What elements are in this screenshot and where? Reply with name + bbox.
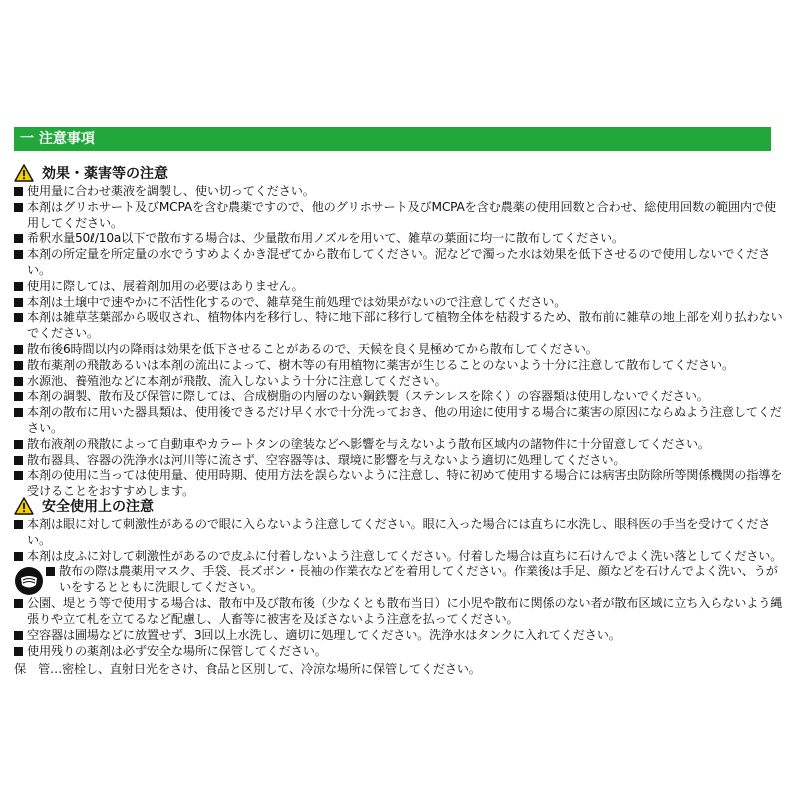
- list-item: [14, 295, 784, 311]
- effect-section-heading: [14, 162, 784, 184]
- list-item: [14, 549, 784, 565]
- section-header-bar: [14, 127, 771, 151]
- storage-note: [14, 660, 481, 677]
- effect-section: [14, 162, 784, 500]
- list-item: [14, 231, 784, 247]
- list-item-text: 本剤は雑草茎葉部から吸収され、植物体内を移行し、特に地下部に移行して植物全体を枯殺するため、散布前に雑草の地上部を刈り払わないでください。: [27, 310, 783, 341]
- list-item-text: 本剤は眼に対して刺激性があるので眼に入らないよう注意してください。眼に入った場合には直ちに水洗し、眼科医の手当を受けてください。: [27, 517, 771, 547]
- list-item-text: 散布薬剤の飛散あるいは本剤の流出によって、樹木等の有用植物に薬害が生じることのないよう十分に注意して散布してください。: [27, 357, 735, 372]
- list-item: [14, 596, 784, 628]
- list-item: [46, 564, 784, 596]
- list-item: [14, 405, 784, 437]
- list-item-text: 使用に際しては、展着剤加用の必要はありません。: [27, 278, 304, 293]
- header-title: 一 注意事項: [20, 131, 95, 147]
- bullet-square-icon: [14, 520, 23, 529]
- list-item-text: 散布器具、容器の洗浄水は河川等に流さず、空容器等は、環境に影響を与えないよう適切に処理してください。: [27, 452, 626, 467]
- bullet-square-icon: [14, 361, 23, 370]
- bullet-square-icon: [14, 392, 23, 401]
- bullet-square-icon: [14, 599, 23, 608]
- bullet-square-icon: [14, 440, 23, 449]
- list-item-text: 水源池、養殖池などに本剤が飛散、流入しないよう十分に注意してください。: [27, 373, 447, 388]
- effect-list: [14, 184, 784, 500]
- bullet-square-icon: [14, 631, 23, 640]
- list-item: [14, 247, 784, 279]
- list-item: [14, 374, 784, 390]
- list-item: [14, 628, 784, 644]
- list-item: [14, 453, 784, 469]
- safety-section-title: 安全使用上の注意: [42, 499, 154, 515]
- safety-section: [14, 495, 784, 660]
- list-item: [14, 437, 784, 453]
- bullet-square-icon: [14, 345, 23, 354]
- list-item-text: 本剤は皮ふに対して刺激性があるので皮ふに付着しないよう注意してください。付着した場合は直ちに石けんでよく洗い落としてください。: [27, 548, 783, 563]
- bullet-square-icon: [14, 250, 23, 259]
- mask-item-row: [14, 564, 784, 596]
- bullet-square-icon: [14, 234, 23, 243]
- bullet-square-icon: [14, 187, 23, 196]
- list-item-text: 散布液剤の飛散によって自動車やカラートタンの塗装などへ影響を与えないよう散布区域内の諸物件に十分留意してください。: [27, 436, 710, 451]
- list-item-text: 本剤はグリホサート及びMCPAを含む農薬ですので、他のグリホサート及びMCPAを含む農薬の使用回数と合わせ、総使用回数の範囲内で使用してください。: [27, 199, 776, 230]
- bullet-square-icon: [14, 471, 23, 480]
- warning-icon: [14, 497, 34, 515]
- storage-text: 保 管…密栓し、直射日光をさけ、食品と区別して、冷涼な場所に保管してください。: [14, 662, 481, 676]
- bullet-square-icon: [14, 203, 23, 212]
- list-item: [14, 644, 784, 660]
- list-item-text: 公園、堤とう等で使用する場合は、散布中及び散布後（少なくとも散布当日）に小児や散布に関係のない者が散布区域に立ち入らないよう縄張りや立て札を立てるなど配慮し、人畜等に被害を及ぼさないよう注意を払ってください。: [27, 596, 783, 627]
- list-item: [14, 342, 784, 358]
- bullet-square-icon: [14, 313, 23, 322]
- list-item: [14, 279, 784, 295]
- list-item-text: 希釈水量50ℓ/10a以下で散布する場合は、少量散布用ノズルを用いて、雑草の葉面に均一に散布してください。: [27, 231, 624, 246]
- bullet-square-icon: [14, 456, 23, 465]
- list-item: [14, 310, 784, 342]
- bullet-square-icon: [14, 647, 23, 656]
- list-item-text: 散布後6時間以内の降雨は効果を低下させることがあるので、天候を良く見極めてから散布してください。: [27, 341, 598, 356]
- mask-item-text: 散布の際は農薬用マスク、手袋、長ズボン・長袖の作業衣などを着用してください。作業後は手足、顔などを石けんでよく洗い、うがいをするとともに洗眼してください。: [59, 564, 778, 595]
- safety-list-after: [14, 596, 784, 659]
- safety-section-heading: [14, 495, 784, 517]
- list-item: [14, 389, 784, 405]
- list-item-text: 本剤の使用に当っては使用量、使用時期、使用方法を誤らないように注意し、特に初めて使用する場合には病害虫防除所等関係機関の指導を受けることをおすすめします。: [27, 468, 783, 499]
- list-item-text: 本剤は土壌中で速やかに不活性化するので、雑草発生前処理では効果がないので注意してください。: [27, 294, 567, 309]
- list-item-text: 本剤の所定量を所定量の水でうすめよくかき混ぜてから散布してください。泥などで濁った水は効果を低下させるので使用しないでください。: [27, 247, 771, 277]
- list-item-text: 使用残りの薬剤は必ず安全な場所に保管してください。: [27, 643, 327, 658]
- bullet-square-icon: [14, 408, 23, 417]
- safety-list-before: [14, 517, 784, 564]
- list-item-text: 空容器は圃場などに放置せず、3回以上水洗し、適切に処理してください。洗浄水はタンクに入れてください。: [27, 627, 621, 642]
- mask-icon: [14, 566, 44, 596]
- list-item: [14, 200, 784, 232]
- list-item: [14, 517, 784, 549]
- list-item-text: 本剤の散布に用いた器具類は、使用後できるだけ早く水で十分洗っておき、他の用途に使用する場合に薬害の原因にならぬよう注意してください。: [27, 405, 782, 435]
- warning-icon: [14, 164, 34, 182]
- list-item: [14, 184, 784, 200]
- list-item-text: 使用量に合わせ薬液を調製し、使い切ってください。: [27, 184, 315, 198]
- bullet-square-icon: [14, 552, 23, 561]
- bullet-square-icon: [14, 282, 23, 291]
- effect-section-title: 効果・薬害等の注意: [42, 166, 168, 182]
- bullet-square-icon: [46, 567, 55, 576]
- list-item: [14, 358, 784, 374]
- list-item-text: 本剤の調製、散布及び保管に際しては、合成樹脂の内層のない鋼鉄製（ステンレスを除く）の容器類は使用しないでください。: [27, 389, 709, 404]
- bullet-square-icon: [14, 377, 23, 386]
- bullet-square-icon: [14, 298, 23, 307]
